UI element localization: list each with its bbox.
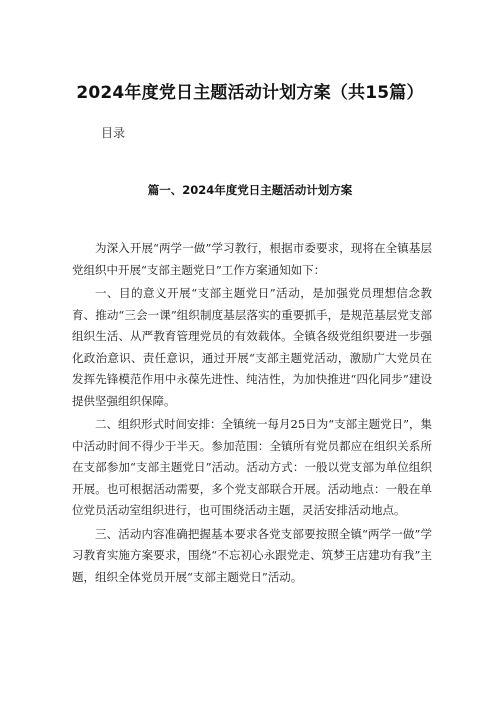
paragraph-purpose: 一、目的意义开展“支部主题党日”活动，是加强党员理想信念教育、推动“三会一课”组织制度基层落实的重要抓手，是规范基层党支部组织生活、从严教育管理党员的有效载体。全镇各级党组织要进一步强化政治意识、责任意识，通过开展“支部主题党活动，激励广大党员在发挥先锋模范作用中永葆先进性、纯洁性，为加快推进“四化同步”建设提供坚强组织保障。 [72,286,432,408]
paragraph-content: 三、活动内容准确把握基本要求各党支部要按照全镇“两学一做”学习教育实施方案要求，围绕“不忘初心永跟党走、筑梦王店建功有我”主题，组织全体党员开展“支部主题党日”活动。 [72,526,432,584]
chapter-title: 篇一、2024年度党日主题活动计划方案 [147,183,353,197]
table-of-contents-label: 目录 [101,126,126,140]
document-title: 2024年度党日主题活动计划方案（共15篇） [76,83,424,103]
paragraph-intro: 为深入开展“两学一做”学习教行，根据市委要求，现将在全镇基层党组织中开展“支部主题党日”工作方案通知如下： [72,241,432,277]
document-body [72,238,432,588]
paragraph-organization: 二、组织形式时间安排：全镇统一每月25日为“支部主题党日”，集中活动时间不得少于半天。参加范围：全镇所有党员都应在组织关系所在支部参加“支部主题党日”活动。活动方式：一般以党支部为单位组织开展。也可根据活动需要，多个党支部联合开展。活动地点：一般在单位党员活动室组织进行，也可围绕活动主题，灵活安排活动地点。 [72,417,432,517]
